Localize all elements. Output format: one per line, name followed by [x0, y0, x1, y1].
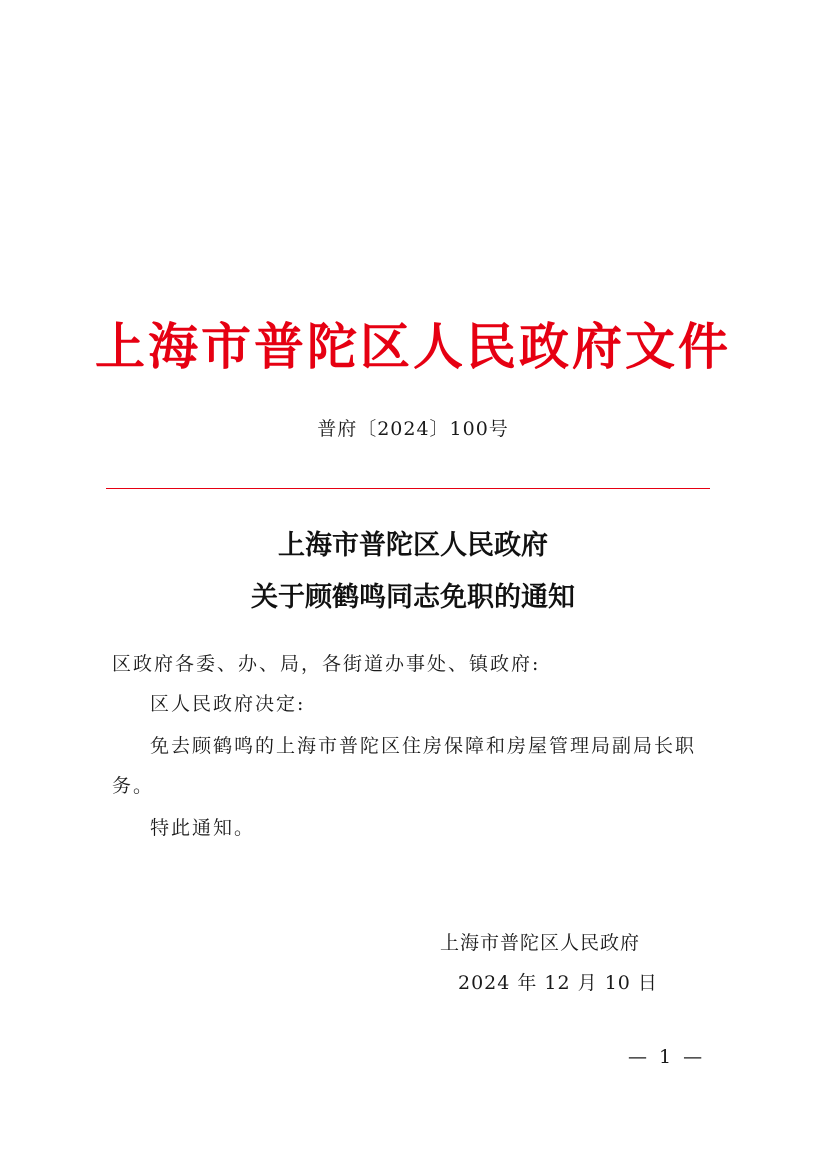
signature-date: 2024 年 12 月 10 日	[458, 972, 658, 994]
closing-line: 特此通知。	[150, 817, 256, 839]
decision-content-line-2: 务。	[112, 775, 155, 797]
signature-organization: 上海市普陀区人民政府	[440, 932, 641, 954]
header-divider	[106, 488, 710, 489]
notice-title-line-1: 上海市普陀区人民政府	[278, 530, 548, 561]
document-number: 普府〔2024〕100号	[317, 418, 509, 440]
notice-title-line-2: 关于顾鹤鸣同志免职的通知	[251, 582, 575, 613]
decision-content-line-1: 免去顾鹤鸣的上海市普陀区住房保障和房屋管理局副局长职	[150, 735, 697, 757]
decision-intro: 区人民政府决定:	[150, 693, 306, 715]
recipients-line: 区政府各委、办、局，各街道办事处、镇政府:	[112, 653, 541, 675]
page-number: — 1 —	[628, 1046, 706, 1068]
document-header-title: 上海市普陀区人民政府文件	[95, 317, 731, 376]
